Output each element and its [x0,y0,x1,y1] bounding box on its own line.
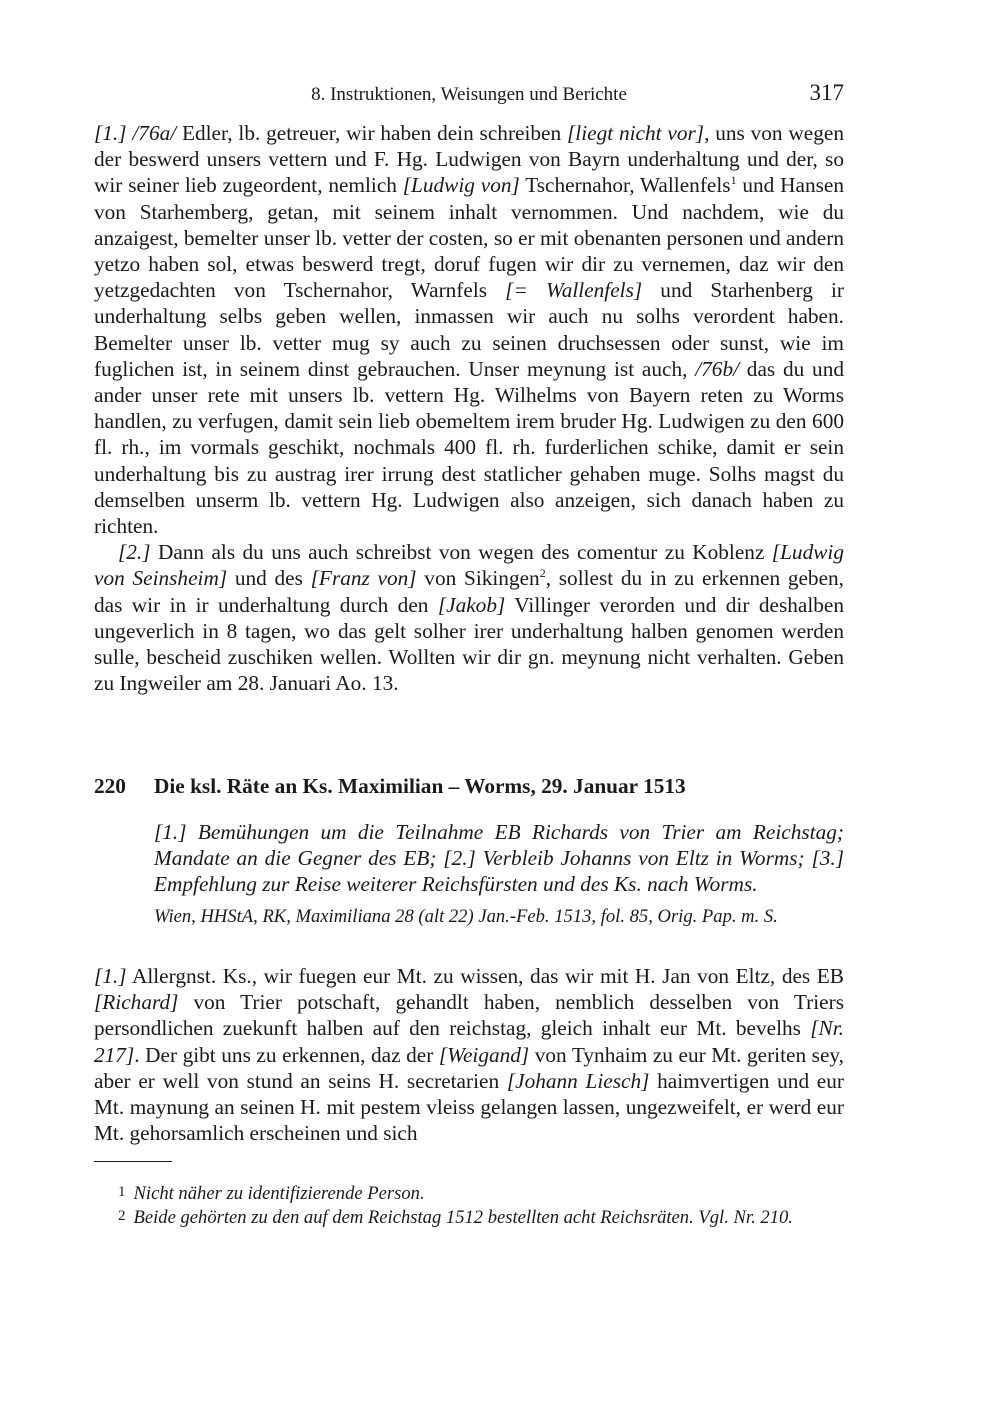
section-marker: [2.] [118,540,151,565]
text-span: von Trier potschaft, gehandlt haben, nemblich desselben von Triers persondlichen zuekunft halben auf den reichstag, gleich inhalt eur Mt. bevelhs [94,990,844,1041]
text-span: Allergnst. Ks., wir fuegen eur Mt. zu wissen, das wir mit H. Jan von Eltz, des EB [126,964,844,988]
editorial-note: [Jakob] [437,592,506,617]
page-number: 317 [809,80,844,105]
running-header [94,82,844,108]
footnote-text: Beide gehörten zu den auf dem Reichstag 1512 bestellten acht Reichsräten. Vgl. Nr. 210. [133,1207,793,1228]
text-span: von Tynhaim zu eur Mt. geriten sey, aber er well von stund an seins H. secretarien [94,1042,844,1093]
text-span: . Der gibt uns zu erkennen, daz der [134,1042,439,1067]
editorial-note: [Ludwig von Seinsheim] [94,540,844,591]
letter-body-220 [94,963,844,1146]
text-span: von Sikingen [416,566,540,591]
paragraph-2 [94,539,844,696]
editorial-note: [liegt nicht vor] [567,121,705,145]
footnote-mark: 2 [118,1208,126,1224]
editorial-note: [= Wallenfels] [505,278,643,303]
text-span: das du und ander unser rete mit unsers lb. vettern Hg. Wilhelms von Bayern reten zu Worms handlen, zu verfugen, damit sein lieb obemeltem irem bruder Hg. Ludwigen zu den 600 fl. rh., im vormals geschikt, nochmals 400 fl. rh. furderlichen schike, damit er sein underhaltung bis zu austrag irer irrung dest statlicher gehaben muge. Solhs magst du demselben unserm lb. vettern Hg. Ludwigen also anzeigen, sich danach haben zu richten. [94,356,844,539]
footnote-2 [94,1205,844,1229]
editorial-note: [Ludwig von] [402,173,520,198]
text-span: und Starhenberg ir underhaltung selbs geben wellen, inmassen wir auch nu solhs verordent haben. Bemelter unser lb. vetter mug sy auch zu seinen druchsessen oder sunst, wie im fuglichen ist, in seinem dinst gebrauchen. Unser meynung ist auch, [94,278,844,381]
footnote-rule [94,1161,172,1162]
paragraph-1 [94,120,844,539]
footnotes [94,1181,844,1229]
letter-body-219 [94,120,844,696]
document-number: 220 [94,774,126,798]
paragraph-3 [94,963,844,1146]
text-span: und Hansen von Starhemberg, getan, mit seinem inhalt vernommen. Und nachdem, wie du anzaigest, bemelter unser lb. vetter der costen, so er mit obenanten personen und andern yetzo haben sol, etwas beswerd tregt, doruf fugen wir dir zu vernemen, daz wir den yetzgedachten von Tschernahor, Warnfels [94,173,845,303]
text-span: , uns von wegen der beswerd unsers vettern und F. Hg. Ludwigen von Bayrn underhaltung und der, so wir seiner lieb zugeordent, nemlich [94,121,844,198]
text-span: Dann als du uns auch schreibst von wegen des comentur zu Koblenz [150,540,772,565]
editorial-note: [Richard] [94,990,179,1015]
document-heading [94,773,844,799]
text-span: Tschernahor, Wallenfels [519,173,731,198]
section-marker: [1.] [94,964,127,988]
footnote-ref-2: 2 [539,566,546,581]
regest-summary: [1.] Bemühungen um die Teilnahme EB Richards von Trier am Reichstag; Mandate an die Gegner des EB; [2.] Verbleib Johanns von Eltz in Worms; [3.] Empfehlung zur Reise weiterer Reichsfürsten und des Ks. nach Worms. [154,820,844,897]
footnote-text: Nicht näher zu identifizierende Person. [133,1183,425,1204]
footnote-1 [94,1181,844,1205]
source-citation: Wien, HHStA, RK, Maximiliana 28 (alt 22) Jan.-Feb. 1513, fol. 85, Orig. Pap. m. S. [154,906,778,927]
editorial-note: [Johann Liesch] [506,1068,650,1093]
text-span: haimvertigen und eur Mt. maynung an seinen H. mit pestem vleiss gelangen lassen, ungezweifelt, er werd eur Mt. gehorsamlich erscheinen und sich [94,1068,844,1146]
text-span: und des [227,566,311,591]
document-title: Die ksl. Räte an Ks. Maximilian – Worms, 29. Januar 1513 [154,774,686,798]
text-span: Edler, lb. getreuer, wir haben dein schreiben [176,121,567,145]
text-span: Villinger verorden und dir deshalben ungeverlich in 8 tagen, wo das gelt solher irer underhaltung halben genomen werden sulle, bescheid zuschiken wellen. Wollten wir dir gn. meynung nicht verhalten. Geben zu Ingweiler am 28. Januari Ao. 13. [94,592,844,696]
footnote-mark: 1 [118,1184,126,1200]
folio-marker: /76b/ [695,356,740,381]
section-marker: [1.] /76a/ [94,121,177,145]
editorial-note: [Franz von] [310,566,417,591]
footnote-ref-1: 1 [730,173,737,188]
text-span: , sollest du in zu erkennen geben, das wir in ir underhaltung durch den [94,566,844,617]
editorial-note: [Weigand] [438,1042,530,1067]
running-title: 8. Instruktionen, Weisungen und Berichte [311,84,627,105]
editorial-note: [Nr. 217] [94,1016,844,1067]
